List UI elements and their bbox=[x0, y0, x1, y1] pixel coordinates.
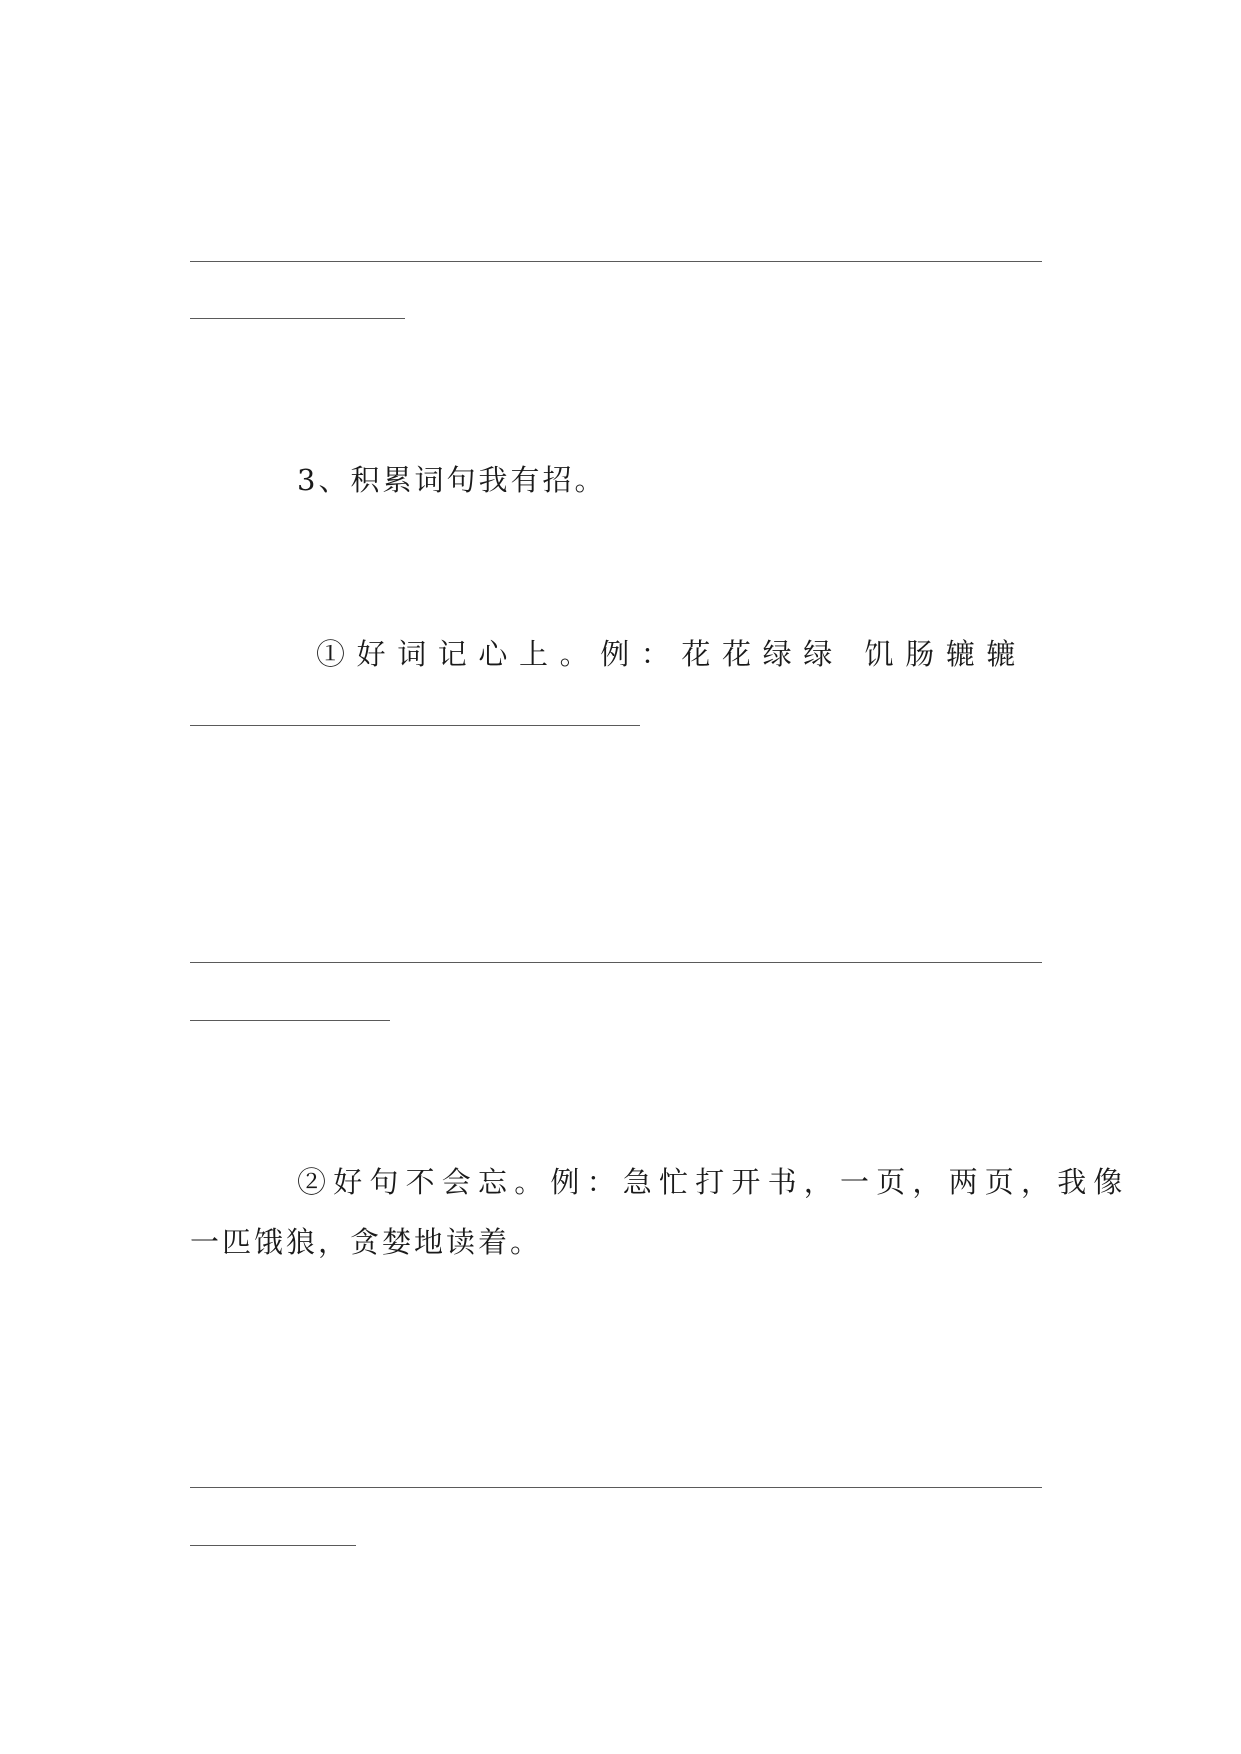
answer-blank-line bbox=[190, 962, 1042, 963]
answer-blank-line bbox=[190, 1545, 356, 1546]
answer-blank-line bbox=[190, 725, 640, 726]
good-words-prompt: ①好词记心上。例：花花绿绿 饥肠辘辘 bbox=[316, 637, 1028, 671]
good-sentence-prompt-line-1: ②好句不会忘。例：急忙打开书，一页，两页，我像 bbox=[297, 1165, 1130, 1199]
answer-blank-line bbox=[190, 261, 1042, 262]
answer-blank-line bbox=[190, 1487, 1042, 1488]
answer-blank-line bbox=[190, 318, 405, 319]
answer-blank-line bbox=[190, 1020, 390, 1021]
good-sentence-prompt-line-2: 一匹饿狼，贪婪地读着。 bbox=[190, 1225, 543, 1259]
section-heading: 3、积累词句我有招。 bbox=[297, 463, 607, 497]
